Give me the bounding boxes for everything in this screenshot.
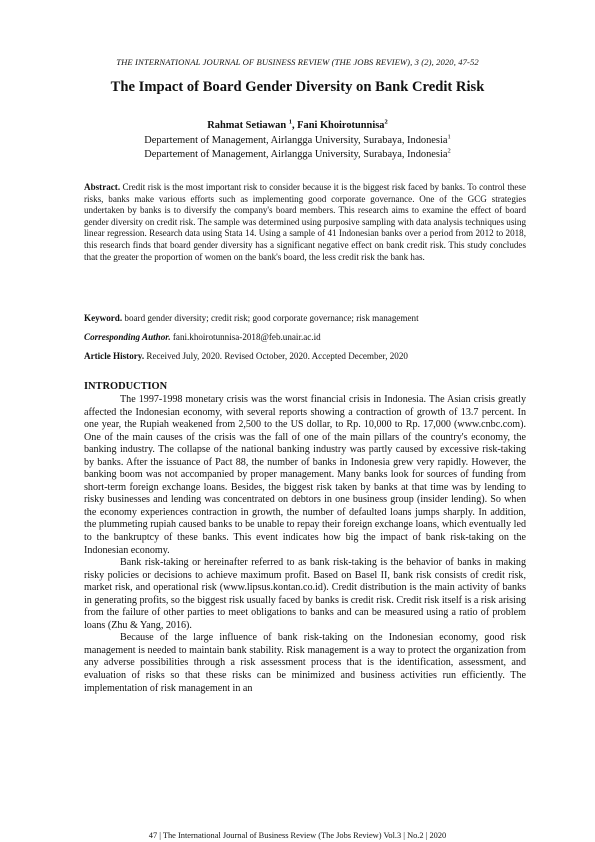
affiliation-text: Departement of Management, Airlangga University, Surabaya, Indonesia: [144, 135, 448, 146]
corresponding-label: Corresponding Author.: [84, 332, 171, 342]
page-footer: 47 | The International Journal of Business Review (The Jobs Review) Vol.3 | No.2 | 2020: [148, 831, 447, 840]
author-sup-2: 2: [384, 118, 388, 126]
abstract-text: Credit risk is the most important risk to consider because it is the biggest risk faced by banks. To control these risks, banks make various efforts such as implementing good corporate governance. One of the GCG strategies undertaken by banks is to diversify the company's board members. This research aims to examine the effect of board gender diversity on credit risk. The sample was determined using purposive sampling with data analysis techniques using linear regression. Research data using Stata 14. Using a sample of 41 Indonesian banks over a period from 2012 to 2018, this research finds that board gender diversity has a significant negative effect on bank credit risk. This study concludes that the greater the proportion of women on the bank's board, the less credit risk the bank has.: [84, 182, 526, 262]
corresponding-email: fani.khoirotunnisa-2018@feb.unair.ac.id: [170, 332, 321, 342]
affiliation-sup: 1: [447, 133, 451, 141]
author-sup-1: 1: [288, 118, 292, 126]
author-name-1: Rahmat Setiawan: [207, 120, 289, 131]
section-heading-introduction: INTRODUCTION: [84, 381, 168, 392]
author-line: [0, 120, 595, 131]
paper-title: The Impact of Board Gender Diversity on Bank Credit Risk: [110, 79, 485, 95]
history-label: Article History.: [84, 351, 145, 361]
keywords: [84, 313, 526, 323]
corresponding-author: [84, 332, 526, 342]
paragraph: Because of the large influence of bank risk-taking on the Indonesian economy, good risk management is needed to maintain bank stability. Risk management is a way to protect the organization from any adverse possibilities through a risk assessment process that is the identification, assessment, and evaluation of risks so that these risks can be minimized and business activities run efficiently. The implementation of risk management in an: [84, 632, 526, 694]
keyword-label: Keyword.: [84, 313, 123, 323]
article-history: [84, 351, 526, 361]
abstract: [84, 182, 526, 263]
journal-header: THE INTERNATIONAL JOURNAL OF BUSINESS REVIEW (THE JOBS REVIEW), 3 (2), 2020, 47-52: [116, 57, 479, 67]
keyword-text: board gender diversity; credit risk; good corporate governance; risk management: [122, 313, 419, 323]
affiliation-1: [0, 135, 595, 146]
paragraph: Bank risk-taking or hereinafter referred to as bank risk-taking is the behavior of banks in making risky policies or decisions to achieve maximum profit. Based on Basel II, bank risk consists of credit risk, market risk, and operational risk (www.lipsus.kontan.co.id). Credit distribution is the main activity of banks in generating profits, so the biggest risk usually faced by banks is credit risk. Credit risk itself is a risk arising from the failure of other parties to meet obligations to banks and can be measured using a ratio of problem loans (Zhu & Yang, 2016).: [84, 557, 526, 631]
affiliation-text: Departement of Management, Airlangga University, Surabaya, Indonesia: [144, 149, 448, 160]
affiliation-sup: 2: [447, 147, 451, 155]
author-name-2: , Fani Khoirotunnisa: [291, 120, 385, 131]
paragraph: The 1997-1998 monetary crisis was the worst financial crisis in Indonesia. The Asian crisis greatly affected the Indonesian economy, with several reports showing a contraction of growth of 13.7 percent. In one year, the Rupiah weakened from 2,500 to the US dollar, to Rp. 10,000 to Rp. 17,000 (www.cnbc.com). One of the main causes of the crisis was the fall of one of the main pillars of the country's economy, the banking industry. The collapse of the national banking industry was partly caused by excessive risk-taking by banks. After the issuance of Pact 88, the number of banks in Indonesia grew very rapidly. However, the banking boom was not accompanied by proper management. Many banks look for sources of funding from short-term foreign exchange loans. Besides, the biggest risk taken by banks at that time was by lending to risky businesses and lending was concentrated on debtors in one business group (insider lending). So when the economy experiences contraction in growth, the number of defaulted loans jumps sharply. In addition, the plummeting rupiah caused banks to be unable to repay their foreign exchange loans, which eventually led to the bankruptcy of these banks. This event indicates how big the impact of bank risk-taking on the Indonesian economy.: [84, 394, 526, 556]
introduction-body: [84, 394, 526, 695]
abstract-label: Abstract.: [84, 182, 121, 192]
history-text: Received July, 2020. Revised October, 2020. Accepted December, 2020: [144, 351, 408, 361]
affiliation-2: [0, 149, 595, 160]
